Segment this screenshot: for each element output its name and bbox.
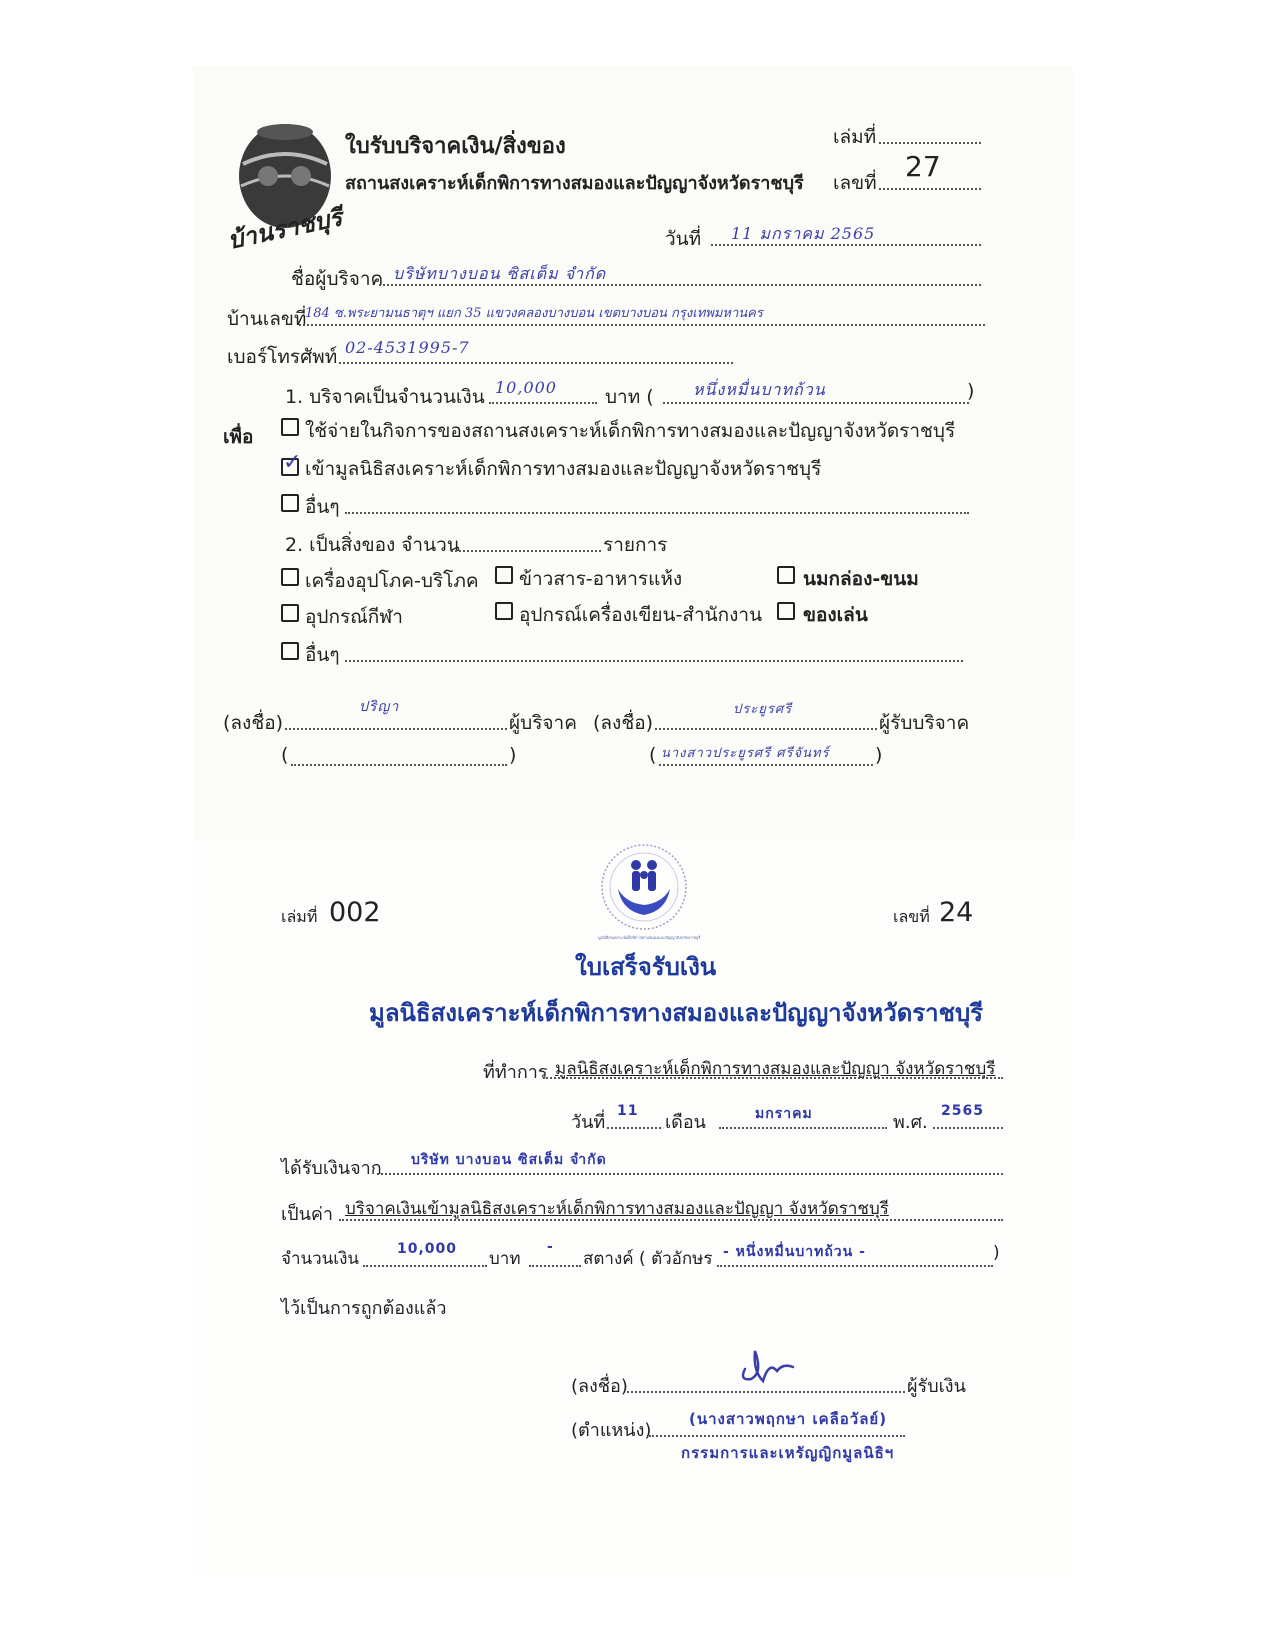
year-label: พ.ศ. (893, 1112, 928, 1133)
logo-label: บ้านราชบุรี (225, 202, 345, 255)
received-from-label: ได้รับเงินจาก (281, 1158, 382, 1179)
check-mark-icon: ✓ (283, 450, 302, 475)
purpose-opt3: อื่นๆ (305, 496, 340, 518)
purpose-opt2: เข้ามูลนิธิสงเคราะห์เด็กพิการทางสมองและปัญญาจังหวัดราชบุรี (305, 458, 822, 480)
goods-other-line (345, 660, 963, 662)
received-from-value: บริษัท บางบอน ซิสเต็ม จำกัด (411, 1152, 607, 1168)
receipt-book-label: เล่มที่ (281, 907, 318, 926)
item1-prefix: 1. บริจาคเป็นจำนวนเงิน (285, 386, 485, 408)
item1-amount: 10,000 (495, 378, 557, 397)
goods-opt5: อุปกรณ์เครื่องเขียน-สำนักงาน (519, 604, 763, 626)
goods-checkbox-3[interactable] (777, 566, 795, 584)
goods-opt6: ของเล่น (803, 604, 868, 626)
book-label: เล่มที่ (833, 126, 877, 148)
signer-name: (นางสาวพฤกษา เคลือวัลย์) (689, 1410, 888, 1428)
receiver-name-open: ( (649, 744, 657, 766)
receipt-no-label: เลขที่ (893, 907, 930, 926)
donor-name-close: ) (509, 744, 517, 766)
date-label: วันที่ (665, 228, 702, 250)
position-label: (ตำแหน่ง) (571, 1420, 652, 1441)
goods-checkbox-7[interactable] (281, 642, 299, 660)
receipt-title: ใบเสร็จรับเงิน (575, 953, 717, 981)
donor-sign-label: (ลงชื่อ) (223, 712, 284, 734)
office-label: ที่ทำการ (483, 1062, 548, 1083)
no-label: เลขที่ (833, 172, 877, 194)
receipt-no-value: 24 (939, 897, 974, 928)
goods-opt2: ข้าวสาร-อาหารแห้ง (519, 568, 683, 590)
words-close: ) (993, 1243, 1000, 1263)
year-value: 2565 (941, 1103, 984, 1119)
item1-words: หนึ่งหมื่นบาทถ้วน (693, 380, 826, 399)
purpose-checkbox-1[interactable] (281, 418, 299, 436)
month-line (719, 1127, 887, 1129)
item2-prefix: 2. เป็นสิ่งของ จำนวน (285, 534, 460, 556)
donation-form (193, 66, 1073, 841)
baht-label: บาท (489, 1249, 521, 1269)
receipt-sign-line (627, 1391, 905, 1393)
office-value: มูลนิธิสงเคราะห์เด็กพิการทางสมองและปัญญา จังหวัดราชบุรี (555, 1059, 996, 1079)
day-line (607, 1127, 661, 1129)
address-value: 184 ซ.พระยามนธาตุฯ แยก 35 แขวงคลองบางบอน เขตบางบอน กรุงเทพมหานคร (305, 306, 763, 321)
goods-checkbox-4[interactable] (281, 604, 299, 622)
receipt (193, 841, 1073, 1576)
item1-close: ) (967, 380, 975, 402)
goods-opt7: อื่นๆ (305, 644, 340, 666)
foundation-logo (598, 841, 701, 940)
form-subtitle: สถานสงเคราะห์เด็กพิการทางสมองและปัญญาจังหวัดราชบุรี (345, 173, 804, 194)
words-line (717, 1265, 993, 1267)
amount-line (363, 1265, 487, 1267)
for-value: บริจาคเงินเข้ามูลนิธิสงเคราะห์เด็กพิการทางสมองและปัญญา จังหวัดราชบุรี (345, 1199, 889, 1219)
goods-checkbox-1[interactable] (281, 568, 299, 586)
hands-family-icon (598, 841, 690, 933)
receiver-name-close: ) (875, 744, 883, 766)
no-value: 27 (905, 150, 941, 183)
receiver-name-line (659, 764, 873, 766)
item1-amount-line (489, 402, 597, 404)
logo-caption: มูลนิธิสงเคราะห์เด็กพิการทางสมองและปัญญาจังหวัดราชบุรี (598, 935, 701, 940)
receiver-signature-scribble (733, 1341, 813, 1391)
satang-line (529, 1265, 581, 1267)
goods-opt1: เครื่องอุปโภค-บริโภค (305, 570, 479, 592)
phone-value: 02-4531995-7 (345, 338, 470, 357)
received-from-line (377, 1173, 1003, 1175)
purpose-checkbox-3[interactable] (281, 494, 299, 512)
donor-name-line (291, 764, 507, 766)
purpose-opt1: ใช้จ่ายในกิจการของสถานสงเคราะห์เด็กพิการทางสมองและปัญญาจังหวัดราชบุรี (305, 420, 956, 442)
jar-logo (223, 114, 353, 255)
amount-label: จำนวนเงิน (281, 1249, 360, 1269)
form-title: ใบรับบริจาคเงิน/สิ่งของ (345, 134, 566, 159)
book-line (879, 142, 981, 144)
receiver-sign-role: ผู้รับบริจาค (879, 712, 970, 734)
purpose-label: เพื่อ (223, 426, 254, 448)
signer-position: กรรมการและเหรัญญิกมูลนิธิฯ (681, 1444, 895, 1462)
item2-line (451, 550, 601, 552)
item2-suffix: รายการ (603, 534, 668, 556)
for-label: เป็นค่า (281, 1204, 334, 1225)
receipt-sign-label: (ลงชื่อ) (571, 1376, 628, 1397)
donor-value: บริษัทบางบอน ซิสเต็ม จำกัด (393, 264, 607, 283)
address-line (299, 324, 985, 326)
receiver-signature: ประยูรศรี (733, 702, 793, 717)
position-line (649, 1435, 905, 1437)
month-value: มกราคม (755, 1106, 813, 1122)
goods-checkbox-2[interactable] (495, 566, 513, 584)
satang-value: - (547, 1239, 554, 1255)
month-label: เดือน (665, 1112, 706, 1133)
donor-name-open: ( (281, 744, 289, 766)
receiver-sign-label: (ลงชื่อ) (593, 712, 654, 734)
receipt-sign-role: ผู้รับเงิน (907, 1376, 966, 1397)
year-line (933, 1127, 1003, 1129)
purpose-other-line (345, 512, 969, 514)
receipt-book-value: 002 (329, 897, 381, 928)
donor-sign-line (285, 728, 507, 730)
confirm-text: ไว้เป็นการถูกต้องแล้ว (281, 1298, 447, 1319)
donor-sign-role: ผู้บริจาค (509, 712, 577, 734)
item1-baht: บาท ( (605, 386, 654, 408)
receiver-sign-line (655, 728, 877, 730)
date-value: 11 มกราคม 2565 (731, 224, 876, 243)
goods-checkbox-6[interactable] (777, 602, 795, 620)
satang-label: สตางค์ ( ตัวอักษร (583, 1249, 713, 1269)
day-value: 11 (617, 1103, 639, 1119)
goods-opt4: อุปกรณ์กีฬา (305, 606, 403, 628)
phone-line (339, 362, 733, 364)
receiver-printed-name: นางสาวประยูรศรี ศรีจันทร์ (661, 746, 830, 761)
amount-words: - หนึ่งหมื่นบาทถ้วน - (723, 1244, 866, 1260)
donor-signature: ปริญา (359, 699, 400, 715)
receipt-foundation: มูลนิธิสงเคราะห์เด็กพิการทางสมองและปัญญาจังหวัดราชบุรี (369, 999, 984, 1027)
amount-value: 10,000 (397, 1241, 458, 1257)
day-label: วันที่ (571, 1112, 606, 1133)
no-line (879, 188, 981, 190)
goods-opt3: นมกล่อง-ขนม (803, 568, 919, 590)
address-label: บ้านเลขที่ (227, 308, 307, 330)
donor-label: ชื่อผู้บริจาค (291, 268, 384, 290)
phone-label: เบอร์โทรศัพท์ (227, 346, 338, 368)
goods-checkbox-5[interactable] (495, 602, 513, 620)
